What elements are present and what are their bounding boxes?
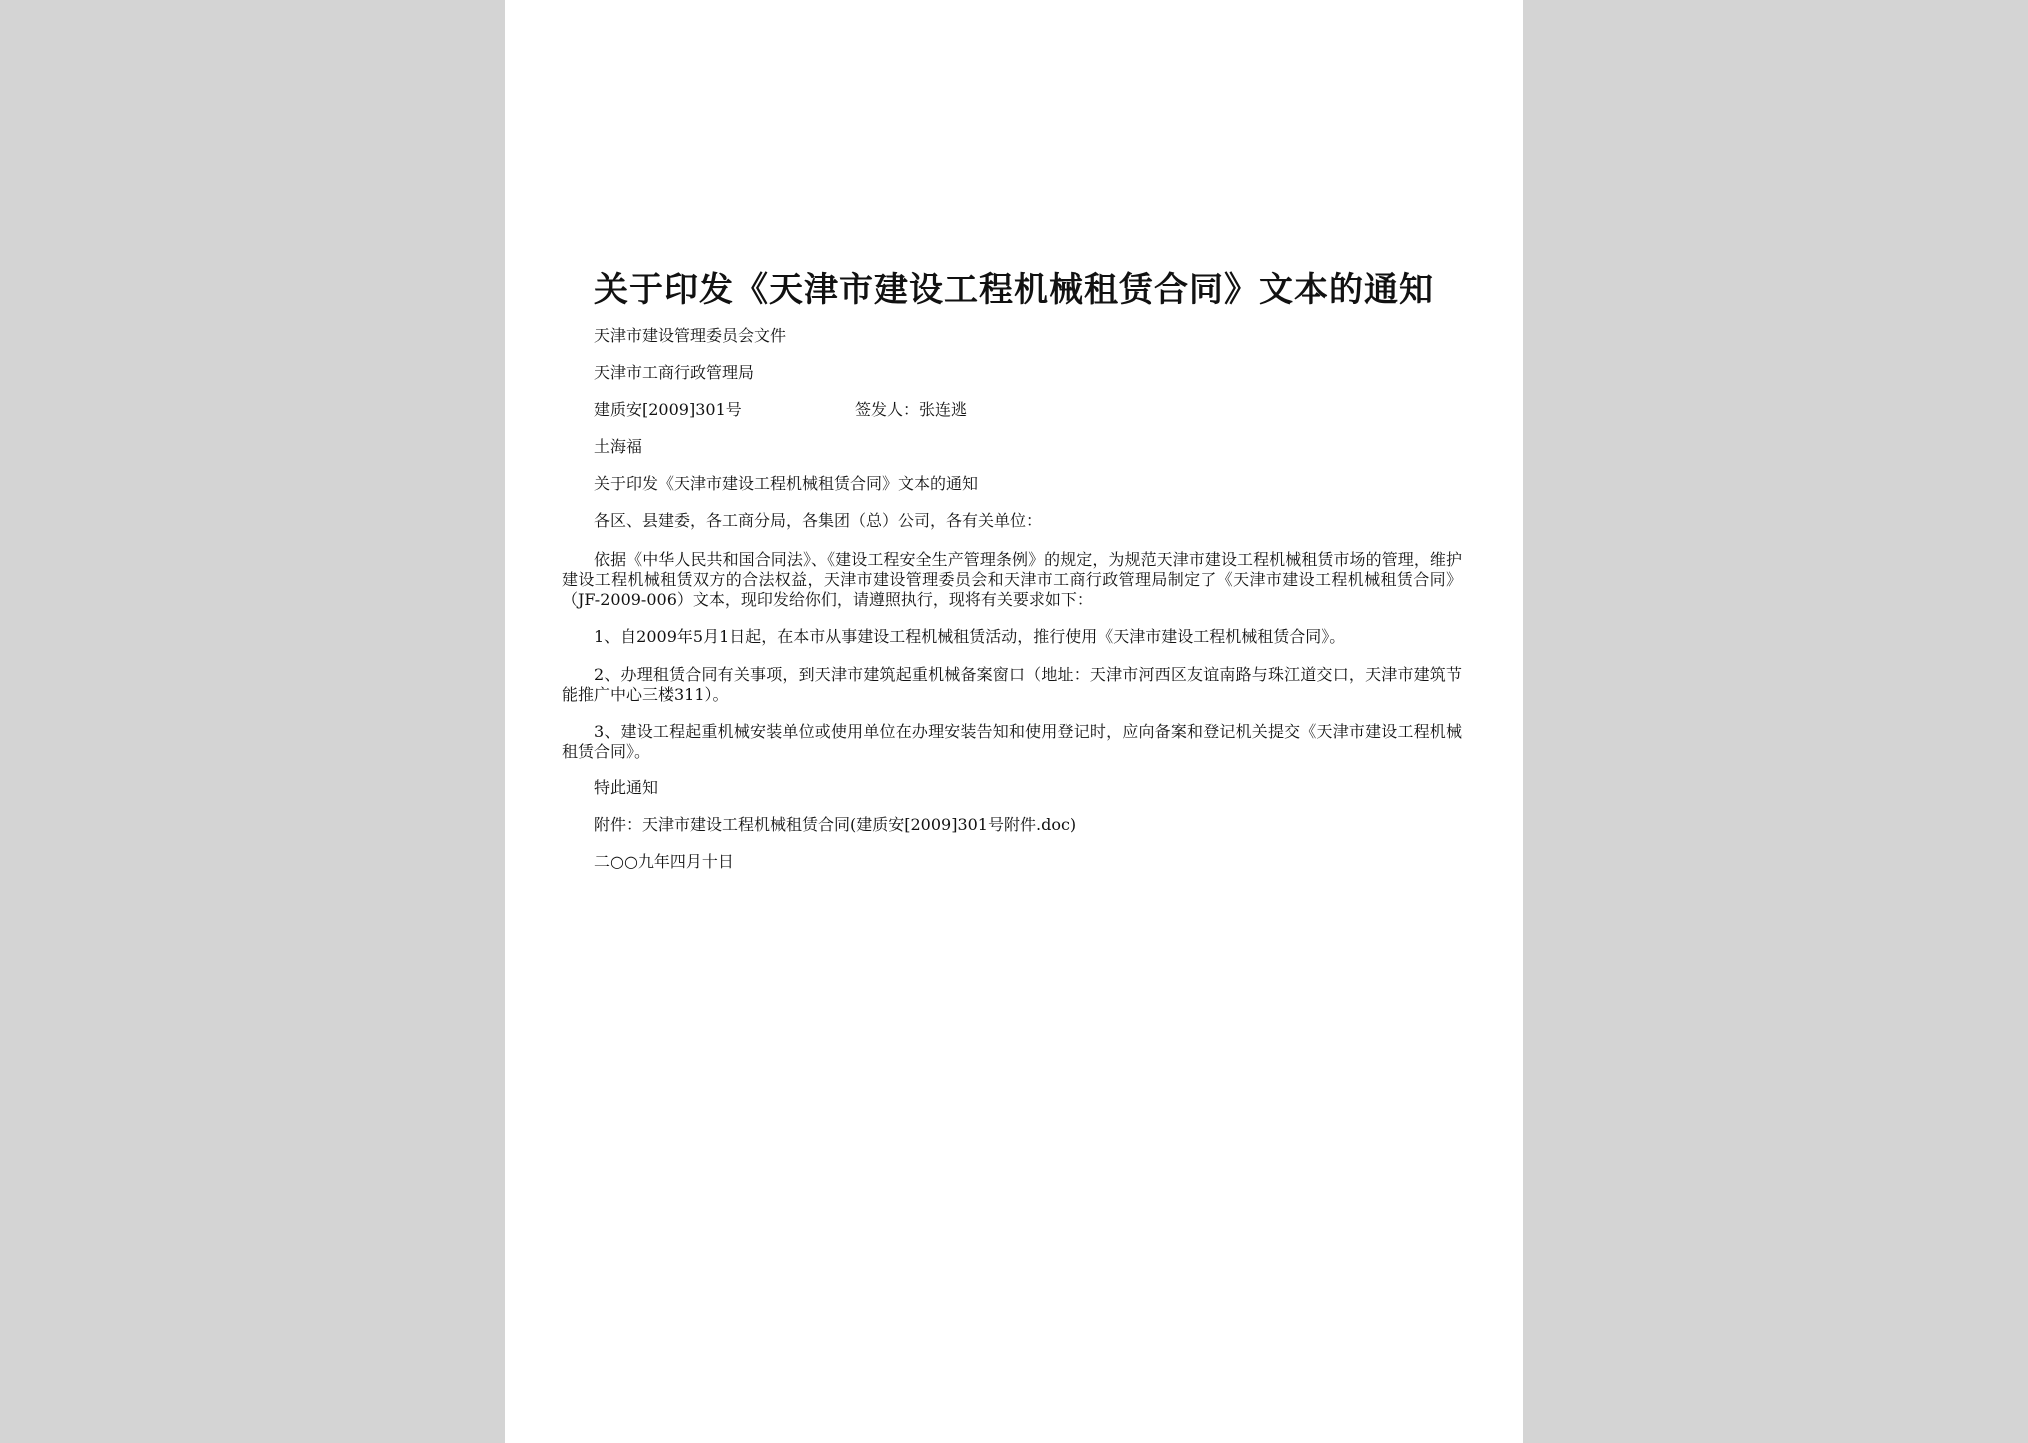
signer: 签发人：张连逃: [855, 400, 968, 419]
closing-line: 特此通知: [594, 778, 659, 797]
document-page: [505, 0, 1523, 1443]
issuer-line-2: 天津市工商行政管理局: [594, 363, 755, 382]
document-title: 关于印发《天津市建设工程机械租赁合同》文本的通知: [594, 270, 1434, 310]
line-4: 土海福: [594, 437, 643, 456]
requirement-item-1: 1、自2009年5月1日起，在本市从事建设工程机械租赁活动，推行使用《天津市建设工程机械租赁合同》。: [594, 627, 1346, 646]
requirement-item-3: 3、建设工程起重机械安装单位或使用单位在办理安装告知和使用登记时，应向备案和登记机关提交《天津市建设工程机械租赁合同》。: [562, 722, 1462, 761]
attachment-line: 附件：天津市建设工程机械租赁合同(建质安[2009]301号附件.doc): [594, 815, 1077, 834]
requirement-item-2: 2、办理租赁合同有关事项，到天津市建筑起重机械备案窗口（地址：天津市河西区友谊南路与珠江道交口，天津市建筑节能推广中心三楼311）。: [562, 665, 1462, 704]
doc-number: 建质安[2009]301号: [594, 400, 742, 419]
issuer-line-1: 天津市建设管理委员会文件: [594, 326, 787, 345]
addressees: 各区、县建委，各工商分局，各集团（总）公司，各有关单位：: [594, 511, 1043, 530]
body-paragraph: 依据《中华人民共和国合同法》、《建设工程安全生产管理条例》的规定，为规范天津市建设工程机械租赁市场的管理，维护建设工程机械租赁双方的合法权益，天津市建设管理委员会和天津市工商行政管理局制定了《天津市建设工程机械租赁合同》（JF-2009-006）文本，现印发给你们，请遵照执行，现将有关要求如下：: [562, 550, 1462, 609]
subtitle-line: 关于印发《天津市建设工程机械租赁合同》文本的通知: [594, 474, 979, 493]
document-date: 二○○九年四月十日: [594, 852, 734, 871]
